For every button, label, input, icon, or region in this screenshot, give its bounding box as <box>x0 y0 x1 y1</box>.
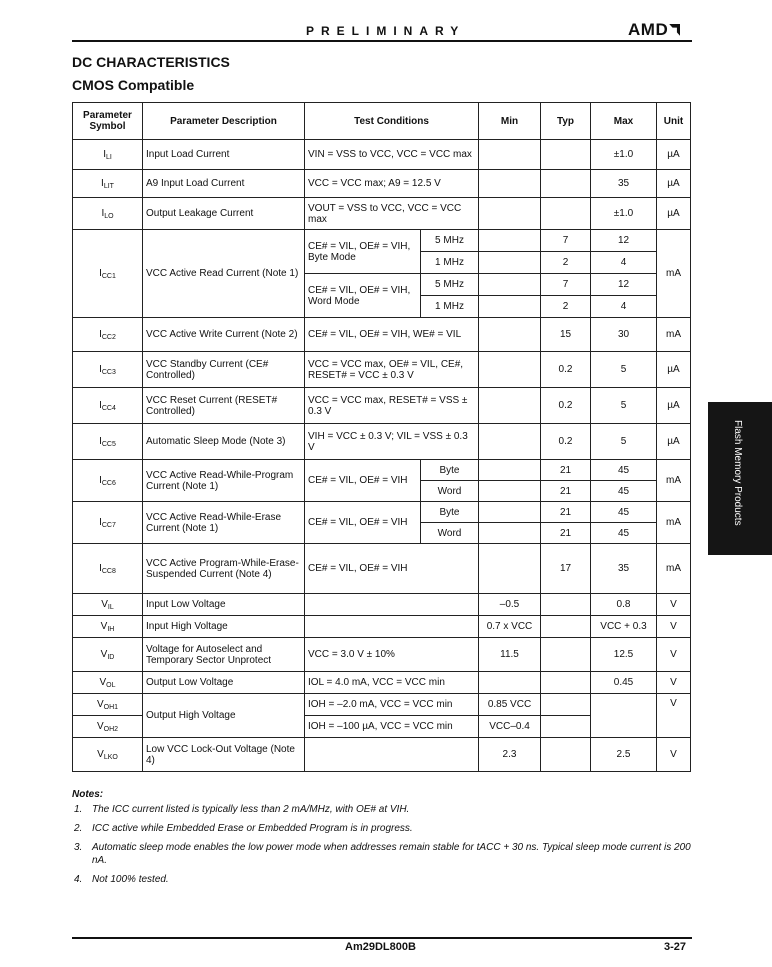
unit-value: mA <box>657 544 691 594</box>
page-number: 3-27 <box>664 941 687 953</box>
header-rule <box>72 40 692 42</box>
typ-value: 2 <box>541 296 591 318</box>
test-conditions <box>305 594 479 616</box>
max-value: 12 <box>591 230 657 252</box>
col-min: Min <box>479 103 541 140</box>
min-value: 0.85 VCC <box>479 694 541 716</box>
notes-title: Notes: <box>72 789 104 800</box>
typ-value: 7 <box>541 274 591 296</box>
frequency: 5 MHz <box>421 230 479 252</box>
unit-value: mA <box>657 460 691 502</box>
param-description: VCC Reset Current (RESET# Controlled) <box>143 388 305 424</box>
min-value <box>479 460 541 481</box>
min-value <box>479 544 541 594</box>
min-value <box>479 198 541 230</box>
test-conditions: VOUT = VSS to VCC, VCC = VCC max <box>305 198 479 230</box>
max-value: 4 <box>591 252 657 274</box>
table-row <box>73 672 691 694</box>
max-value: 35 <box>591 544 657 594</box>
param-description: Output High Voltage <box>143 694 305 738</box>
param-description: A9 Input Load Current <box>143 170 305 198</box>
typ-value: 21 <box>541 523 591 544</box>
param-symbol: $V_{IL}$ <box>73 594 143 616</box>
unit-value: µA <box>657 198 691 230</box>
param-description: VCC Active Write Current (Note 2) <box>143 318 305 352</box>
param-symbol: $I_{CC5}$ <box>73 424 143 460</box>
typ-value <box>541 594 591 616</box>
mode: Byte <box>421 502 479 523</box>
unit-value: µA <box>657 170 691 198</box>
param-description: Input High Voltage <box>143 616 305 638</box>
test-conditions: IOH = –100 µA, VCC = VCC min <box>305 716 479 738</box>
min-value <box>479 502 541 523</box>
document-status: PRELIMINARY <box>306 24 466 38</box>
min-value <box>479 274 541 296</box>
table-row <box>73 140 691 170</box>
param-description: Output Low Voltage <box>143 672 305 694</box>
min-value <box>479 523 541 544</box>
min-value: –0.5 <box>479 594 541 616</box>
mode: Word <box>421 481 479 502</box>
table-row <box>73 230 691 252</box>
min-value <box>479 230 541 252</box>
max-value: 45 <box>591 523 657 544</box>
param-symbol: $V_{LKO}$ <box>73 738 143 772</box>
max-value: 45 <box>591 481 657 502</box>
test-conditions: VCC = VCC max, RESET# = VSS ± 0.3 V <box>305 388 479 424</box>
unit-value: mA <box>657 230 691 318</box>
param-symbol: $I_{CC8}$ <box>73 544 143 594</box>
test-conditions: CE# = VIL, OE# = VIH <box>305 544 479 594</box>
test-conditions: CE# = VIL, OE# = VIH <box>305 460 421 502</box>
param-description: Output Leakage Current <box>143 198 305 230</box>
min-value: 0.7 x VCC <box>479 616 541 638</box>
param-symbol: $V_{OL}$ <box>73 672 143 694</box>
unit-value: µA <box>657 424 691 460</box>
table-row <box>73 544 691 594</box>
param-symbol: $I_{CC4}$ <box>73 388 143 424</box>
table-row <box>73 616 691 638</box>
test-conditions: CE# = VIL, OE# = VIH, WE# = VIL <box>305 318 479 352</box>
param-symbol: $V_{IH}$ <box>73 616 143 638</box>
param-description: Input Low Voltage <box>143 594 305 616</box>
test-conditions: VCC = VCC max, OE# = VIL, CE#, RESET# = VCC ± 0.3 V <box>305 352 479 388</box>
typ-value: 2 <box>541 252 591 274</box>
max-value: 0.45 <box>591 672 657 694</box>
col-unit: Unit <box>657 103 691 140</box>
typ-value <box>541 738 591 772</box>
typ-value: 17 <box>541 544 591 594</box>
typ-value <box>541 170 591 198</box>
unit-value: V <box>657 738 691 772</box>
logo-text: AMD <box>628 20 669 39</box>
table-row <box>73 198 691 230</box>
note-item: 2. ICC active while Embedded Erase or Embedded Program is in progress. <box>74 823 413 834</box>
typ-value: 0.2 <box>541 424 591 460</box>
min-value: 2.3 <box>479 738 541 772</box>
table-row <box>73 388 691 424</box>
note-item: 1. The ICC current listed is typically less than 2 mA/MHz, with OE# at VIH. <box>74 804 410 815</box>
param-description: Input Load Current <box>143 140 305 170</box>
min-value <box>479 672 541 694</box>
unit-value: µA <box>657 352 691 388</box>
dc-characteristics-table <box>72 102 691 772</box>
test-conditions: VIN = VSS to VCC, VCC = VCC max <box>305 140 479 170</box>
mode: Word <box>421 523 479 544</box>
table-row <box>73 424 691 460</box>
section-tab <box>708 402 772 555</box>
note-item: 4. Not 100% tested. <box>74 874 169 885</box>
min-value <box>479 424 541 460</box>
typ-value: 7 <box>541 230 591 252</box>
param-description: Low VCC Lock-Out Voltage (Note 4) <box>143 738 305 772</box>
table-row <box>73 694 691 716</box>
typ-value <box>541 198 591 230</box>
max-value: 5 <box>591 388 657 424</box>
max-value: 45 <box>591 502 657 523</box>
min-value: 11.5 <box>479 638 541 672</box>
max-value: 2.5 <box>591 738 657 772</box>
table-row <box>73 460 691 481</box>
min-value <box>479 318 541 352</box>
test-conditions: IOH = –2.0 mA, VCC = VCC min <box>305 694 479 716</box>
typ-value <box>541 616 591 638</box>
param-symbol: $I_{LIT}$ <box>73 170 143 198</box>
min-value <box>479 296 541 318</box>
typ-value: 21 <box>541 481 591 502</box>
amd-arrow-icon <box>669 24 680 36</box>
unit-value: V <box>657 694 691 738</box>
test-conditions: CE# = VIL, OE# = VIH, Byte Mode <box>305 230 421 274</box>
test-conditions: VIH = VCC ± 0.3 V; VIL = VSS ± 0.3 V <box>305 424 479 460</box>
table-row <box>73 594 691 616</box>
max-value: ±1.0 <box>591 198 657 230</box>
param-symbol: $I_{CC6}$ <box>73 460 143 502</box>
param-symbol: $I_{LI}$ <box>73 140 143 170</box>
max-value: VCC + 0.3 <box>591 616 657 638</box>
param-symbol: $I_{CC3}$ <box>73 352 143 388</box>
col-symbol: Parameter Symbol <box>73 103 143 140</box>
min-value <box>479 352 541 388</box>
min-value <box>479 170 541 198</box>
param-description: VCC Standby Current (CE# Controlled) <box>143 352 305 388</box>
table-row <box>73 502 691 523</box>
param-symbol: $V_{OH1}$ <box>73 694 143 716</box>
frequency: 1 MHz <box>421 252 479 274</box>
table-row <box>73 638 691 672</box>
unit-value: mA <box>657 318 691 352</box>
amd-logo <box>628 20 680 40</box>
test-conditions <box>305 738 479 772</box>
typ-value: 0.2 <box>541 352 591 388</box>
table-row <box>73 352 691 388</box>
param-symbol: $I_{CC2}$ <box>73 318 143 352</box>
col-max: Max <box>591 103 657 140</box>
min-value <box>479 252 541 274</box>
param-symbol: $I_{CC7}$ <box>73 502 143 544</box>
section-subtitle: CMOS Compatible <box>72 77 195 93</box>
unit-value: mA <box>657 502 691 544</box>
table-row <box>73 170 691 198</box>
param-symbol: $V_{OH2}$ <box>73 716 143 738</box>
param-description: VCC Active Read-While-Program Current (Note 1) <box>143 460 305 502</box>
part-number: Am29DL800B <box>345 941 416 953</box>
table-header-row <box>73 103 691 140</box>
max-value: 5 <box>591 424 657 460</box>
note-item: 3. Automatic sleep mode enables the low power mode when addresses remain stable for tACC + 30 ns. Typical sleep mode current is 200 nA. <box>74 842 691 866</box>
min-value <box>479 481 541 502</box>
param-symbol: $I_{LO}$ <box>73 198 143 230</box>
frequency: 1 MHz <box>421 296 479 318</box>
typ-value: 21 <box>541 460 591 481</box>
param-description: Voltage for Autoselect and Temporary Sector Unprotect <box>143 638 305 672</box>
notes-section <box>72 789 692 892</box>
min-value <box>479 388 541 424</box>
unit-value: V <box>657 638 691 672</box>
typ-value: 15 <box>541 318 591 352</box>
frequency: 5 MHz <box>421 274 479 296</box>
max-value: 0.8 <box>591 594 657 616</box>
test-conditions: VCC = 3.0 V ± 10% <box>305 638 479 672</box>
col-description: Parameter Description <box>143 103 305 140</box>
max-value: ±1.0 <box>591 140 657 170</box>
col-conditions: Test Conditions <box>305 103 479 140</box>
max-value <box>591 694 657 738</box>
max-value: 5 <box>591 352 657 388</box>
min-value: VCC–0.4 <box>479 716 541 738</box>
unit-value: V <box>657 594 691 616</box>
typ-value <box>541 140 591 170</box>
max-value: 4 <box>591 296 657 318</box>
max-value: 30 <box>591 318 657 352</box>
typ-value <box>541 672 591 694</box>
param-description: VCC Active Read-While-Erase Current (Note 1) <box>143 502 305 544</box>
table-row <box>73 738 691 772</box>
section-title: DC CHARACTERISTICS <box>72 54 230 70</box>
param-symbol: $I_{CC1}$ <box>73 230 143 318</box>
param-description: VCC Active Program-While-Erase-Suspended Current (Note 4) <box>143 544 305 594</box>
table-row <box>73 318 691 352</box>
unit-value: µA <box>657 140 691 170</box>
mode: Byte <box>421 460 479 481</box>
unit-value: V <box>657 616 691 638</box>
typ-value: 21 <box>541 502 591 523</box>
test-conditions: VCC = VCC max; A9 = 12.5 V <box>305 170 479 198</box>
typ-value: 0.2 <box>541 388 591 424</box>
typ-value <box>541 694 591 716</box>
param-symbol: $V_{ID}$ <box>73 638 143 672</box>
param-description: VCC Active Read Current (Note 1) <box>143 230 305 318</box>
max-value: 12.5 <box>591 638 657 672</box>
max-value: 12 <box>591 274 657 296</box>
max-value: 45 <box>591 460 657 481</box>
test-conditions: IOL = 4.0 mA, VCC = VCC min <box>305 672 479 694</box>
test-conditions <box>305 616 479 638</box>
param-description: Automatic Sleep Mode (Note 3) <box>143 424 305 460</box>
test-conditions: CE# = VIL, OE# = VIH, Word Mode <box>305 274 421 318</box>
col-typ: Typ <box>541 103 591 140</box>
unit-value: µA <box>657 388 691 424</box>
test-conditions: CE# = VIL, OE# = VIH <box>305 502 421 544</box>
unit-value: V <box>657 672 691 694</box>
footer-rule <box>72 937 692 939</box>
typ-value <box>541 716 591 738</box>
max-value: 35 <box>591 170 657 198</box>
typ-value <box>541 638 591 672</box>
min-value <box>479 140 541 170</box>
section-tab-label: Flash Memory Products <box>732 420 743 526</box>
